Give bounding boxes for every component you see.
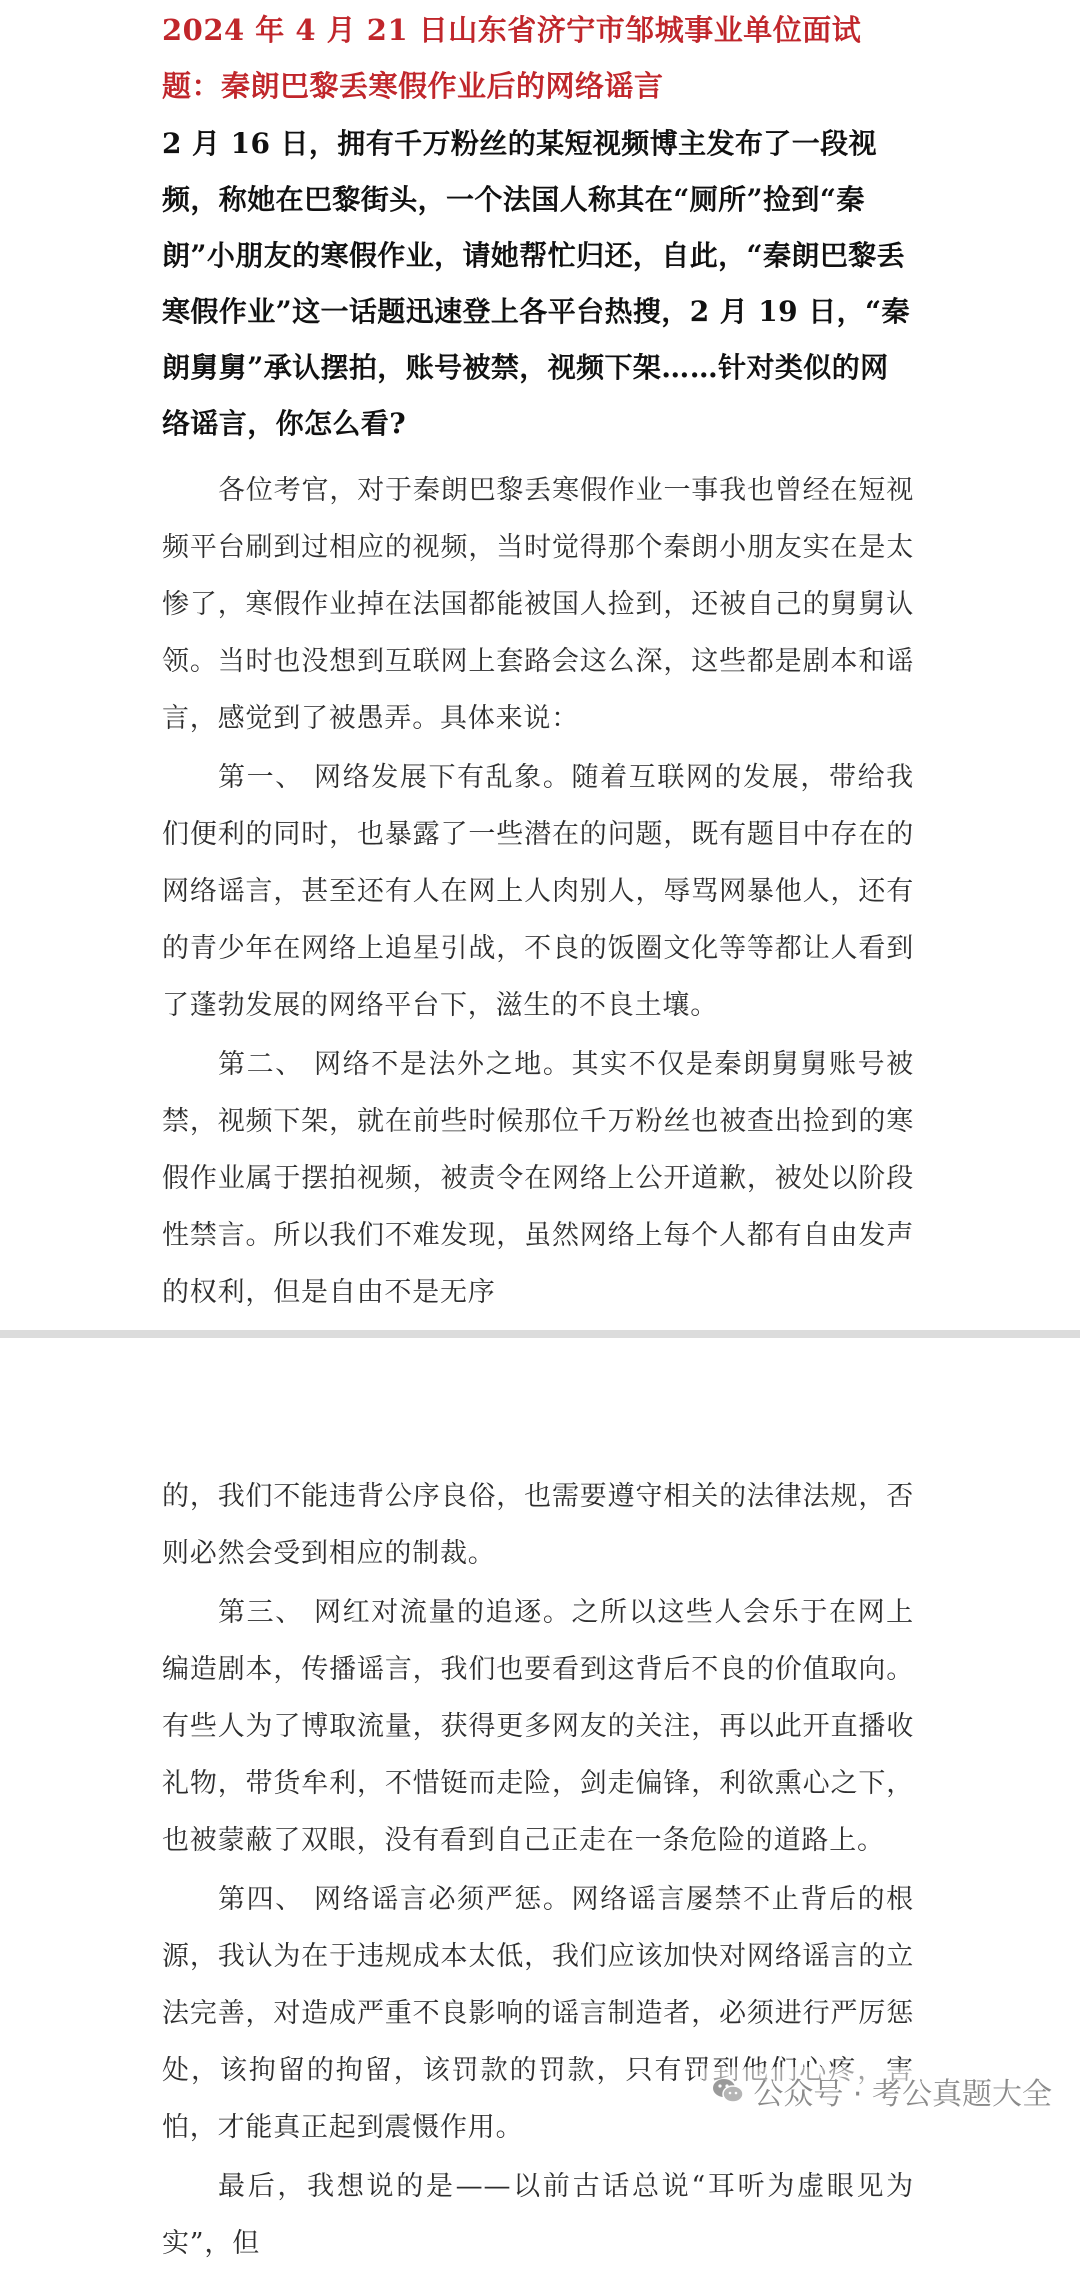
- answer-paragraph-continuation: 的，我们不能违背公序良俗，也需要遵守相关的法律法规，否则必然会受到相应的制裁。: [162, 1468, 914, 1582]
- page-separator: [0, 1330, 1080, 1338]
- document-title: 2024 年 4 月 21 日山东省济宁市邹城事业单位面试题：秦朗巴黎丢寒假作业后的网络谣言: [162, 2, 914, 114]
- document-page-2: [0, 1338, 1080, 2129]
- wechat-icon: [711, 2074, 745, 2108]
- answer-paragraph-third: 第三、 网红对流量的追逐。之所以这些人会乐于在网上编造剧本，传播谣言，我们也要看到这背后不良的价值取向。有些人为了博取流量，获得更多网友的关注，再以此开直播收礼物，带货牟利，不惜铤而走险，剑走偏锋，利欲熏心之下，也被蒙蔽了双眼，没有看到自己正走在一条危险的道路上。: [162, 1584, 914, 1869]
- page-2-content: [162, 1468, 914, 2274]
- answer-paragraph-final: 最后，我想说的是——以前古话总说“耳听为虚眼见为实”，但: [162, 2158, 914, 2272]
- watermark: [703, 2067, 1060, 2115]
- page-1-content: [162, 2, 914, 1323]
- interview-question: 2 月 16 日，拥有千万粉丝的某短视频博主发布了一段视频，称她在巴黎街头，一个法国人称其在“厕所”捡到“秦朗”小朋友的寒假作业，请她帮忙归还，自此，“秦朗巴黎丢寒假作业”这一话题迅速登上各平台热搜，2 月 19 日，“秦朗舅舅”承认摆拍，账号被禁，视频下架……针对类似的网络谣言，你怎么看?: [162, 116, 914, 452]
- answer-paragraph-intro: 各位考官，对于秦朗巴黎丢寒假作业一事我也曾经在短视频平台刷到过相应的视频，当时觉得那个秦朗小朋友实在是太惨了，寒假作业掉在法国都能被国人捡到，还被自己的舅舅认领。当时也没想到互联网上套路会这么深，这些都是剧本和谣言，感觉到了被愚弄。具体来说：: [162, 462, 914, 747]
- answer-paragraph-fourth: 第四、 网络谣言必须严惩。网络谣言屡禁不止背后的根源，我认为在于违规成本太低，我们应该加快对网络谣言的立法完善，对造成严重不良影响的谣言制造者，必须进行严厉惩处，该拘留的拘留，该罚款的罚款，只有罚到他们心疼，害怕，才能真正起到震慑作用。: [162, 1871, 914, 2156]
- watermark-text: 公众号 · 考公真题大全: [753, 2069, 1052, 2113]
- answer-paragraph-second: 第二、 网络不是法外之地。其实不仅是秦朗舅舅账号被禁，视频下架，就在前些时候那位千万粉丝也被查出捡到的寒假作业属于摆拍视频，被责令在网络上公开道歉，被处以阶段性禁言。所以我们不难发现，虽然网络上每个人都有自由发声的权利，但是自由不是无序: [162, 1036, 914, 1321]
- answer-paragraph-first: 第一、 网络发展下有乱象。随着互联网的发展，带给我们便利的同时，也暴露了一些潜在的问题，既有题目中存在的网络谣言，甚至还有人在网上人肉别人，辱骂网暴他人，还有的青少年在网络上追星引战，不良的饭圈文化等等都让人看到了蓬勃发展的网络平台下，滋生的不良土壤。: [162, 749, 914, 1034]
